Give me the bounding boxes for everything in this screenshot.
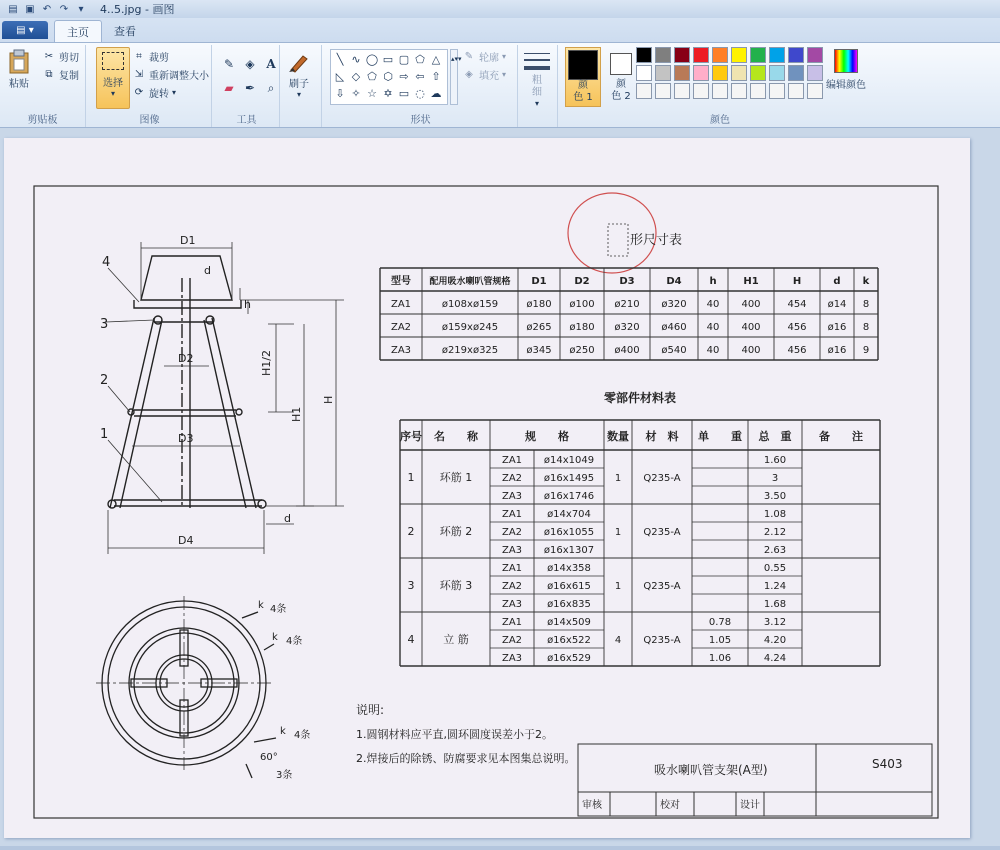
crop-button[interactable] xyxy=(132,49,169,64)
select-label: 选择 xyxy=(103,78,123,89)
copy-icon: ⧉ xyxy=(45,69,53,80)
line-shape-icon[interactable]: ╲ xyxy=(336,53,344,66)
palette-swatch[interactable] xyxy=(788,65,804,81)
down-arrow-shape-icon[interactable]: ⇩ xyxy=(335,87,345,100)
parts-total-weight: 1.68 xyxy=(763,599,787,610)
parts-table-title: 零部件材料表 xyxy=(604,391,677,405)
color-picker-icon[interactable]: ✒ xyxy=(244,81,256,95)
rounded-rectangle-shape-icon[interactable]: ▢ xyxy=(398,53,410,66)
palette-swatch[interactable] xyxy=(655,65,671,81)
color1-swatch xyxy=(568,50,598,80)
parts-table-header: 数量 xyxy=(607,430,629,443)
dimension-table-cell: ø16 xyxy=(827,322,847,333)
ribbon-tabs xyxy=(0,18,1000,42)
label-h: h xyxy=(244,298,251,311)
dimension-table-header: H xyxy=(792,276,802,287)
callout-3: 3 xyxy=(100,317,109,332)
shapes-gallery[interactable] xyxy=(330,49,448,105)
parts-spec: ø14x704 xyxy=(547,509,591,520)
palette-swatch[interactable] xyxy=(731,47,747,63)
parts-total-weight: 0.55 xyxy=(763,563,787,574)
palette-swatch[interactable] xyxy=(731,65,747,81)
parts-model: ZA2 xyxy=(501,527,523,538)
parts-model: ZA3 xyxy=(501,599,523,610)
palette-swatch[interactable] xyxy=(750,65,766,81)
parts-table xyxy=(400,420,880,666)
palette-swatch[interactable] xyxy=(750,83,766,99)
parts-model: ZA2 xyxy=(501,581,523,592)
dimension-table-cell: ø219xø325 xyxy=(441,345,499,356)
size-label: 粗 细 xyxy=(532,75,542,98)
weld-k-3: k xyxy=(280,726,286,737)
parts-group-material: Q235-A xyxy=(643,635,681,646)
six-point-star-icon[interactable]: ✡ xyxy=(383,87,393,100)
ribbon xyxy=(0,42,1000,128)
palette-swatch[interactable] xyxy=(712,47,728,63)
parts-spec: ø14x509 xyxy=(547,617,591,628)
palette-swatch[interactable] xyxy=(693,65,709,81)
diamond-shape-icon[interactable]: ◇ xyxy=(351,70,361,83)
chevron-down-icon: ▾ xyxy=(110,89,115,98)
parts-group-number: 3 xyxy=(407,579,415,592)
dimension-table-header: D3 xyxy=(619,276,635,287)
parts-spec: ø16x1746 xyxy=(543,491,595,502)
text-tool-icon[interactable]: A xyxy=(266,57,276,71)
rotate-button[interactable] xyxy=(132,85,176,100)
title-block-text xyxy=(582,757,903,811)
parts-group-material: Q235-A xyxy=(643,527,681,538)
parts-model: ZA3 xyxy=(501,545,523,556)
size-button[interactable] xyxy=(524,49,550,108)
dimension-table-cell: ø540 xyxy=(661,345,687,356)
line-width-icon xyxy=(524,49,550,75)
dimension-table-cell: 400 xyxy=(741,345,761,356)
window-title: 4..5.jpg - 画图 xyxy=(100,3,175,16)
dimension-table-cell: 400 xyxy=(741,322,761,333)
fill-label: 填充 xyxy=(479,71,499,82)
color1-label: 颜 色 1 xyxy=(573,80,593,103)
parts-model: ZA3 xyxy=(501,491,523,502)
palette-swatch[interactable] xyxy=(769,65,785,81)
parts-spec: ø16x1495 xyxy=(543,473,595,484)
parts-total-weight: 2.12 xyxy=(763,527,787,538)
dimension-table-header: 配用吸水喇叭管规格 xyxy=(429,277,511,287)
parts-spec: ø16x1307 xyxy=(543,545,595,556)
chevron-down-icon: ▾ xyxy=(172,88,177,97)
label-D1: D1 xyxy=(180,234,196,247)
parts-total-weight: 3.12 xyxy=(763,617,787,628)
callout-rect-icon[interactable]: ▭ xyxy=(398,87,410,100)
hexagon-shape-icon[interactable]: ⬡ xyxy=(383,70,393,83)
parts-table-header: 序号 xyxy=(400,430,422,443)
design-label: 设计 xyxy=(740,800,760,811)
parts-table-header: 单 重 xyxy=(698,430,742,443)
tab-view[interactable]: 查看 xyxy=(114,25,136,38)
workspace xyxy=(0,128,1000,850)
shapes-scroll[interactable]: ▴▾▾ xyxy=(450,49,458,105)
palette-swatch[interactable] xyxy=(788,83,804,99)
drawing-name: 吸水喇叭管支架(A型) xyxy=(654,763,768,777)
dimension-table-header: h xyxy=(709,276,717,287)
brush-label: 刷子 xyxy=(289,79,309,90)
dimension-table-cell: ø159xø245 xyxy=(441,322,499,333)
copy-button[interactable] xyxy=(42,67,79,82)
parts-total-weight: 1.24 xyxy=(763,581,787,592)
colors-group-label: 颜色 xyxy=(710,115,730,126)
dimension-table-cell: ø400 xyxy=(614,345,640,356)
image-group xyxy=(88,45,212,127)
parts-table-header: 总 重 xyxy=(758,430,792,443)
outline-label: 轮廓 xyxy=(479,53,499,64)
resize-icon: ⇲ xyxy=(134,69,144,80)
palette-swatch[interactable] xyxy=(788,47,804,63)
parts-table-header: 材 料 xyxy=(645,430,679,443)
parts-model: ZA3 xyxy=(501,653,523,664)
shapes-group-label: 形状 xyxy=(410,115,431,126)
dimension-table-cell: ø460 xyxy=(661,322,687,333)
resize-button[interactable] xyxy=(132,67,209,82)
palette-swatch[interactable] xyxy=(807,65,823,81)
shapes-group xyxy=(324,45,518,127)
copy-label: 复制 xyxy=(59,71,79,82)
parts-group-name: 环筋 2 xyxy=(439,525,473,538)
parts-table-header: 名 称 xyxy=(434,430,478,443)
dimension-table-header: d xyxy=(833,276,841,287)
check-label: 校对 xyxy=(660,800,680,811)
parts-group-material: Q235-A xyxy=(643,473,681,484)
select-button[interactable] xyxy=(96,47,130,109)
left-arrow-shape-icon[interactable]: ⇦ xyxy=(415,70,425,83)
palette-swatch[interactable] xyxy=(693,47,709,63)
dimension-table-cell: 9 xyxy=(862,345,870,356)
dimension-table-cell: ø265 xyxy=(526,322,552,333)
dimension-table-cell: ø250 xyxy=(569,345,595,356)
parts-group-quantity: 4 xyxy=(614,635,622,646)
parts-total-weight: 3 xyxy=(771,473,779,484)
parts-spec: ø14x1049 xyxy=(543,455,595,466)
dimension-table-cell: ZA1 xyxy=(390,299,412,310)
rectangle-shape-icon[interactable]: ▭ xyxy=(382,53,394,66)
parts-total-weight: 1.60 xyxy=(763,455,787,466)
weld-count-3: 4条 xyxy=(294,730,311,741)
dimension-table-cell: 8 xyxy=(862,322,870,333)
polygon-shape-icon[interactable]: ⬠ xyxy=(415,53,425,66)
palette-swatch[interactable] xyxy=(655,83,671,99)
brush-button[interactable] xyxy=(286,49,312,99)
selection-icon xyxy=(102,52,124,70)
parts-model: ZA1 xyxy=(501,509,523,520)
support-plan-view xyxy=(96,596,276,778)
triangle-shape-icon[interactable]: △ xyxy=(431,53,441,66)
weld-k-1: k xyxy=(258,600,264,611)
save-icon[interactable]: ▣ xyxy=(25,3,35,15)
parts-group-material: Q235-A xyxy=(643,581,681,592)
outline-button[interactable]: ✎ 轮廓 ▾ xyxy=(462,49,506,64)
app-menu-icon[interactable]: ▤ xyxy=(8,3,18,15)
parts-model: ZA2 xyxy=(501,635,523,646)
parts-group-number: 4 xyxy=(407,633,415,646)
dimension-table-cell: ø100 xyxy=(569,299,595,310)
label-d-bottom: d xyxy=(284,512,291,525)
palette-swatch[interactable] xyxy=(636,65,652,81)
bottom-edge xyxy=(0,846,1000,850)
palette-swatch[interactable] xyxy=(636,83,652,99)
dimension-table-cell: ø210 xyxy=(614,299,640,310)
callout-oval-icon[interactable]: ◌ xyxy=(415,87,425,100)
notes-title: 说明: xyxy=(356,703,385,717)
dimension-table-header: D1 xyxy=(531,276,547,287)
title-bar xyxy=(0,0,1000,18)
up-arrow-shape-icon[interactable]: ⇧ xyxy=(431,70,441,83)
dimension-table-cell: ø14 xyxy=(827,299,847,310)
cut-button[interactable] xyxy=(42,49,79,64)
parts-total-weight: 2.63 xyxy=(763,545,787,556)
chevron-down-icon: ▾ xyxy=(296,90,301,99)
rotate-icon: ⟳ xyxy=(134,87,144,98)
paste-button[interactable] xyxy=(6,49,32,90)
tools-group xyxy=(214,45,280,127)
quick-access-toolbar xyxy=(6,3,88,16)
palette-swatch[interactable] xyxy=(674,83,690,99)
palette-swatch[interactable] xyxy=(674,65,690,81)
edit-colors-button[interactable] xyxy=(818,49,874,91)
right-arrow-shape-icon[interactable]: ⇨ xyxy=(399,70,409,83)
oval-shape-icon[interactable]: ◯ xyxy=(365,53,379,66)
weld-count-1: 4条 xyxy=(270,604,287,615)
parts-table-header: 备 注 xyxy=(819,430,863,443)
parts-total-weight: 4.20 xyxy=(763,635,787,646)
undo-icon[interactable]: ↶ xyxy=(42,3,52,15)
label-H: H xyxy=(322,395,335,404)
chevron-down-icon: ▾ xyxy=(534,99,539,108)
weld-k-2: k xyxy=(272,632,278,643)
parts-total-weight: 3.50 xyxy=(763,491,787,502)
parts-group-quantity: 1 xyxy=(614,581,622,592)
redo-icon[interactable]: ↷ xyxy=(59,3,69,15)
dimension-table-cell: 40 xyxy=(706,322,720,333)
dimension-table-cell: 400 xyxy=(741,299,761,310)
dimension-table-header: H1 xyxy=(743,276,759,287)
palette-swatch[interactable] xyxy=(769,83,785,99)
tools-group-label: 工具 xyxy=(236,115,257,126)
palette-swatch[interactable] xyxy=(674,47,690,63)
dimension-table-cell: ø320 xyxy=(614,322,640,333)
customize-dropdown-icon[interactable]: ▾ xyxy=(78,3,84,15)
palette-swatch[interactable] xyxy=(636,47,652,63)
parts-group-name: 立 筋 xyxy=(443,633,469,646)
clipboard-group-label: 剪贴板 xyxy=(27,115,58,126)
image-group-label: 图像 xyxy=(139,115,160,126)
right-triangle-shape-icon[interactable]: ◺ xyxy=(335,70,345,83)
parts-group-name: 环筋 3 xyxy=(439,579,473,592)
dimension-table-header: k xyxy=(862,276,870,287)
clipboard-group xyxy=(0,45,86,127)
parts-group-quantity: 1 xyxy=(614,527,622,538)
dimension-table-cell: 454 xyxy=(787,299,807,310)
parts-model: ZA2 xyxy=(501,473,523,484)
palette-swatch[interactable] xyxy=(712,83,728,99)
fill-bucket-icon[interactable]: ◈ xyxy=(245,57,255,71)
outline-icon: ✎ xyxy=(464,51,474,62)
resize-label: 重新调整大小 xyxy=(149,71,209,82)
cut-label: 剪切 xyxy=(59,53,79,64)
crop-label: 裁剪 xyxy=(149,53,169,64)
palette-swatch[interactable] xyxy=(807,47,823,63)
parts-spec: ø16x615 xyxy=(547,581,591,592)
notes-line-1: 1.圆钢材料应平直,圆环圆度误差小于2。 xyxy=(356,728,553,741)
color2-label: 颜 色 2 xyxy=(611,79,631,102)
drawing-code: S403 xyxy=(872,757,903,771)
parts-spec: ø14x358 xyxy=(547,563,591,574)
dimension-table-cell: ø345 xyxy=(526,345,552,356)
fill-icon: ◈ xyxy=(465,69,473,80)
pentagon-shape-icon[interactable]: ⬠ xyxy=(367,70,377,83)
dimension-table-cell: ZA3 xyxy=(390,345,412,356)
palette-swatch[interactable] xyxy=(731,83,747,99)
brushes-group xyxy=(282,45,322,127)
weld-angle: 60° xyxy=(260,752,278,763)
parts-spec: ø16x835 xyxy=(547,599,591,610)
color1-button[interactable] xyxy=(565,47,601,107)
dimension-table-header: D2 xyxy=(574,276,590,287)
rotate-label: 旋转 xyxy=(149,89,169,100)
label-H1-half: H1/2 xyxy=(260,350,273,376)
dimension-table-header: 型号 xyxy=(391,276,411,287)
parts-group-name: 环筋 1 xyxy=(439,471,473,484)
palette-swatch[interactable] xyxy=(712,65,728,81)
pencil-icon[interactable]: ✎ xyxy=(223,57,235,71)
dimension-table-cell: 456 xyxy=(787,322,807,333)
clipboard-icon xyxy=(6,49,32,75)
label-D3: D3 xyxy=(178,432,194,445)
color2-button[interactable] xyxy=(604,49,638,103)
label-D4: D4 xyxy=(178,534,194,547)
parts-spec: ø16x522 xyxy=(547,635,591,646)
dimension-table-cell: 456 xyxy=(787,345,807,356)
size-group xyxy=(520,45,558,127)
paint-menu-button[interactable]: ▤ ▾ xyxy=(2,21,48,39)
parts-model: ZA1 xyxy=(501,563,523,574)
label-H1: H1 xyxy=(290,406,303,422)
callout-2: 2 xyxy=(100,373,109,388)
parts-table-header: 规 格 xyxy=(525,430,569,443)
brush-icon xyxy=(286,49,312,75)
dimension-table-cell: ø320 xyxy=(661,299,687,310)
weld-count-2: 4条 xyxy=(286,636,303,647)
rainbow-palette-icon xyxy=(834,49,858,73)
magnifier-icon[interactable]: ⌕ xyxy=(267,80,275,95)
parts-unit-weight: 1.05 xyxy=(708,635,732,646)
notes xyxy=(356,703,576,765)
four-point-star-icon[interactable]: ✧ xyxy=(351,87,361,100)
selection-box xyxy=(608,224,628,256)
elevation-dimensions xyxy=(106,242,344,554)
cloud-callout-icon[interactable]: ☁ xyxy=(430,87,442,100)
dimension-table-cell: 40 xyxy=(706,299,720,310)
eraser-icon[interactable]: ▰ xyxy=(224,81,234,95)
drawing-canvas[interactable] xyxy=(4,138,970,838)
callout-4: 4 xyxy=(102,255,111,270)
edit-colors-label: 编辑颜色 xyxy=(826,80,866,91)
parts-unit-weight: 0.78 xyxy=(708,617,732,628)
color2-swatch xyxy=(610,53,632,75)
dimension-table-header: D4 xyxy=(666,276,682,287)
scissors-icon: ✂ xyxy=(44,51,54,62)
palette-swatch[interactable] xyxy=(655,47,671,63)
parts-spec: ø16x1055 xyxy=(543,527,595,538)
palette-swatch[interactable] xyxy=(693,83,709,99)
fill-button[interactable]: ◈ 填充 ▾ xyxy=(462,67,506,82)
dimension-table-cell: ø108xø159 xyxy=(441,299,499,310)
palette-swatch[interactable] xyxy=(807,83,823,99)
parts-model: ZA1 xyxy=(501,617,523,628)
dimension-table-title: 形尺寸表 xyxy=(630,233,683,248)
five-point-star-icon[interactable]: ☆ xyxy=(367,87,377,100)
label-d-top: d xyxy=(204,264,211,277)
dimension-table-cell: 40 xyxy=(706,345,720,356)
parts-model: ZA1 xyxy=(501,455,523,466)
dimension-table-cell: ZA2 xyxy=(390,322,412,333)
curve-shape-icon[interactable]: ∿ xyxy=(351,53,361,66)
palette-swatch[interactable] xyxy=(750,47,766,63)
parts-unit-weight: 1.06 xyxy=(708,653,732,664)
parts-spec: ø16x529 xyxy=(547,653,591,664)
dimension-table-cell: 8 xyxy=(862,299,870,310)
parts-total-weight: 1.08 xyxy=(763,509,787,520)
dimension-table-cell: ø16 xyxy=(827,345,847,356)
review-label: 审核 xyxy=(582,800,602,811)
parts-group-number: 2 xyxy=(407,525,415,538)
tab-home[interactable]: 主页 xyxy=(54,20,102,42)
bell-mouth-outline xyxy=(141,256,232,300)
parts-total-weight: 4.24 xyxy=(763,653,787,664)
notes-line-2: 2.焊接后的除锈、防腐要求见本图集总说明。 xyxy=(356,752,576,765)
color-palette xyxy=(636,47,824,99)
crop-icon: ⌗ xyxy=(136,51,142,62)
dimension-table-cell: ø180 xyxy=(569,322,595,333)
weld-count-4: 3条 xyxy=(276,770,293,781)
parts-group-number: 1 xyxy=(407,471,415,484)
dimension-table xyxy=(380,268,878,360)
engineering-drawing xyxy=(4,138,970,838)
label-D2: D2 xyxy=(178,352,194,365)
dimension-table-cell: ø180 xyxy=(526,299,552,310)
palette-swatch[interactable] xyxy=(769,47,785,63)
callout-1: 1 xyxy=(100,427,109,442)
paste-label: 粘贴 xyxy=(9,79,29,90)
parts-group-quantity: 1 xyxy=(614,473,622,484)
